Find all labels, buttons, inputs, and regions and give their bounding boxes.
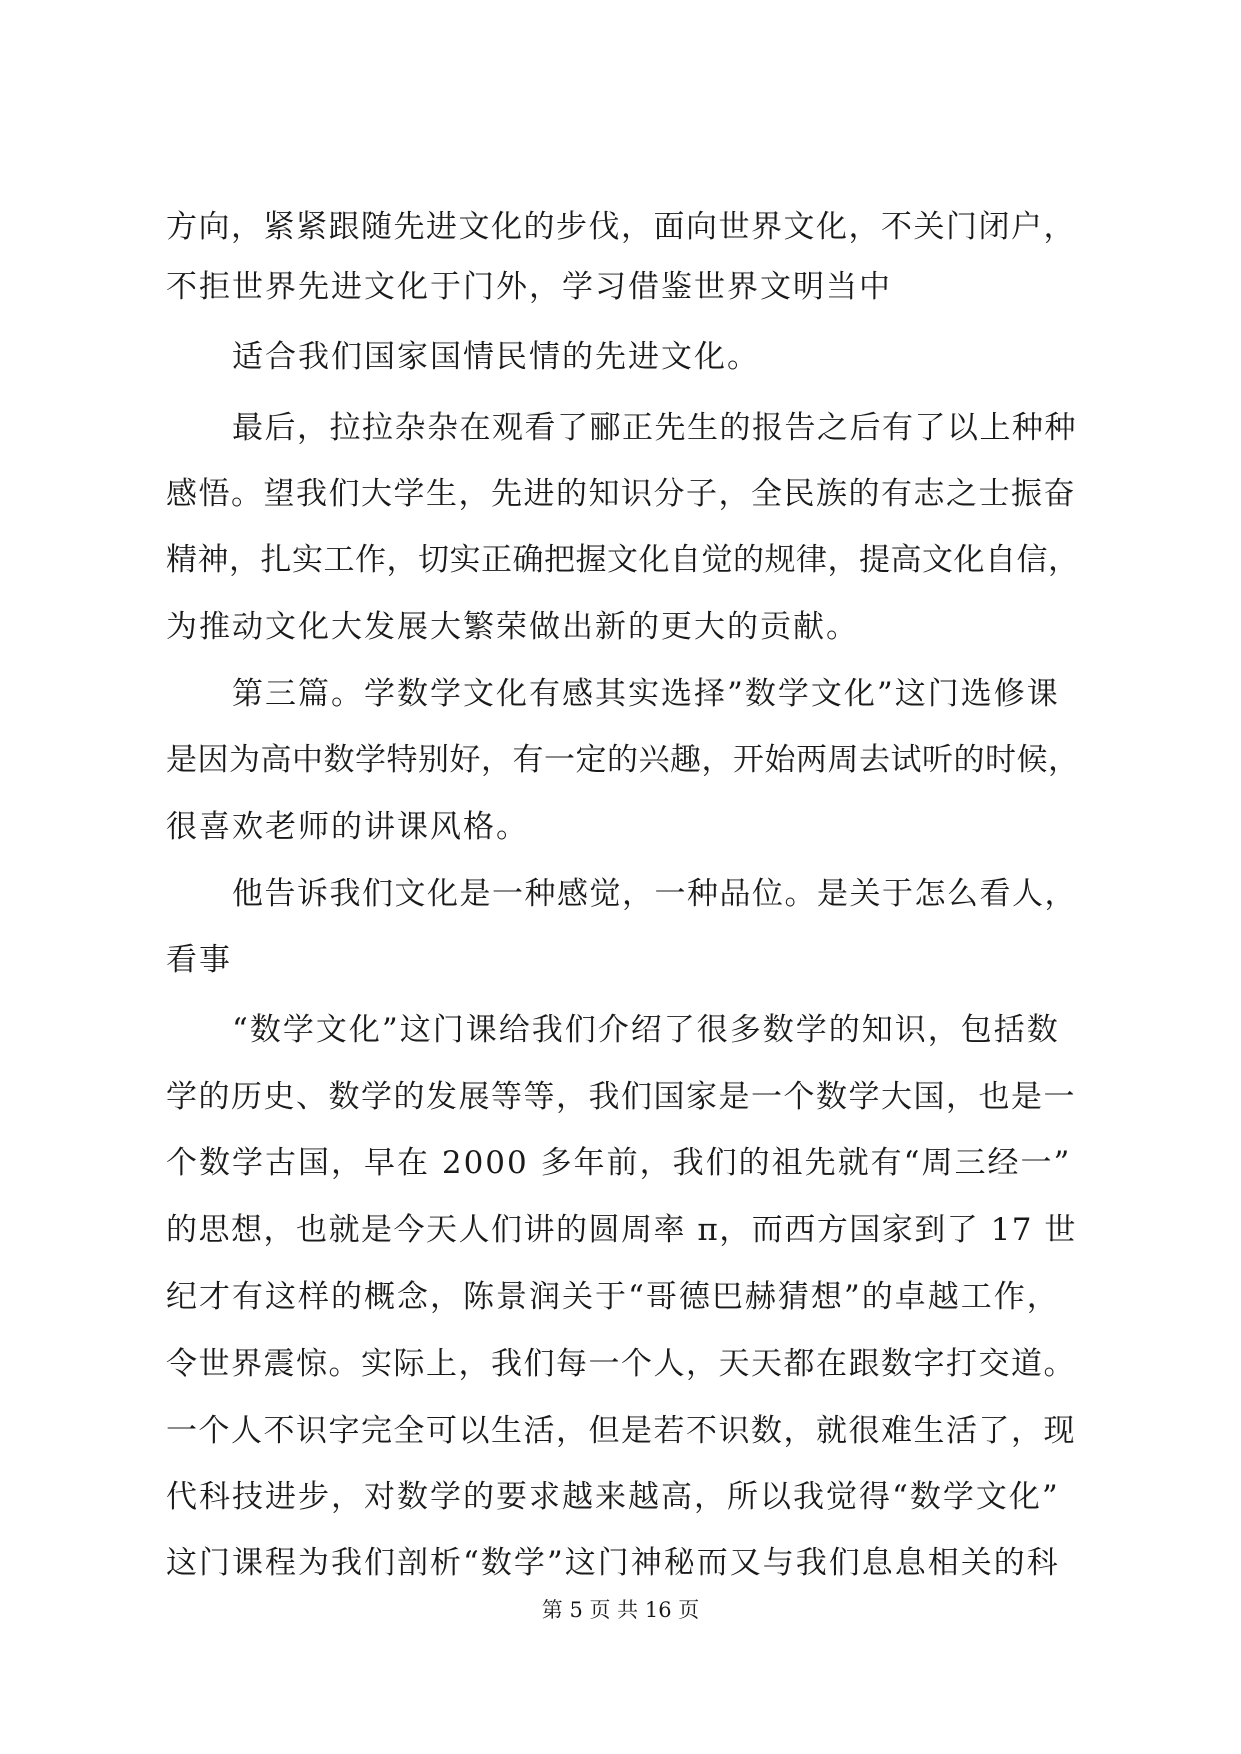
text-line: 的思想，也就是今天人们讲的圆周率 π，而西方国家到了 17 世 (166, 1212, 1077, 1248)
text-line: 最后，拉拉杂杂在观看了郦正先生的报告之后有了以上种种 (232, 410, 1077, 446)
text-line: 感悟。望我们大学生，先进的知识分子，全民族的有志之士振奋 (166, 476, 1076, 512)
text-line: 是因为高中数学特别好，有一定的兴趣，开始两周去试听的时候， (166, 742, 1080, 778)
text-line: “数学文化”这门课给我们介绍了很多数学的知识，包括数 (232, 1012, 1060, 1048)
text-line: 很喜欢老师的讲课风格。 (166, 809, 529, 845)
text-line: 令世界震惊。实际上，我们每一个人，天天都在跟数字打交道。 (166, 1346, 1076, 1382)
text-line: 这门课程为我们剖析“数学”这门神秘而又与我们息息相关的科 (166, 1545, 1060, 1581)
text-line: 方向，紧紧跟随先进文化的步伐，面向世界文化，不关门闭户， (166, 209, 1076, 245)
text-line: 看事 (166, 942, 232, 978)
text-line: 个数学古国，早在 2000 多年前，我们的祖先就有“周三经一” (166, 1145, 1072, 1181)
text-line: 适合我们国家国情民情的先进文化。 (232, 339, 760, 375)
text-line: 纪才有这样的概念，陈景润关于“哥德巴赫猜想”的卓越工作， (166, 1279, 1060, 1315)
text-line: 第三篇。学数学文化有感其实选择”数学文化”这门选修课 (232, 676, 1060, 712)
text-line: 学的历史、数学的发展等等，我们国家是一个数学大国，也是一 (166, 1079, 1076, 1115)
text-line: 他告诉我们文化是一种感觉，一种品位。是关于怎么看人， (232, 876, 1077, 912)
text-line: 一个人不识字完全可以生活，但是若不识数，就很难生活了，现 (166, 1413, 1076, 1449)
text-line: 不拒世界先进文化于门外，学习借鉴世界文明当中 (166, 269, 892, 305)
page-footer: 第 5 页 共 16 页 (541, 1598, 700, 1622)
text-line: 代科技进步，对数学的要求越来越高，所以我觉得“数学文化” (166, 1479, 1060, 1515)
text-line: 精神，扎实工作，切实正确把握文化自觉的规律，提高文化自信， (166, 542, 1080, 578)
text-line: 为推动文化大发展大繁荣做出新的更大的贡献。 (166, 609, 859, 645)
